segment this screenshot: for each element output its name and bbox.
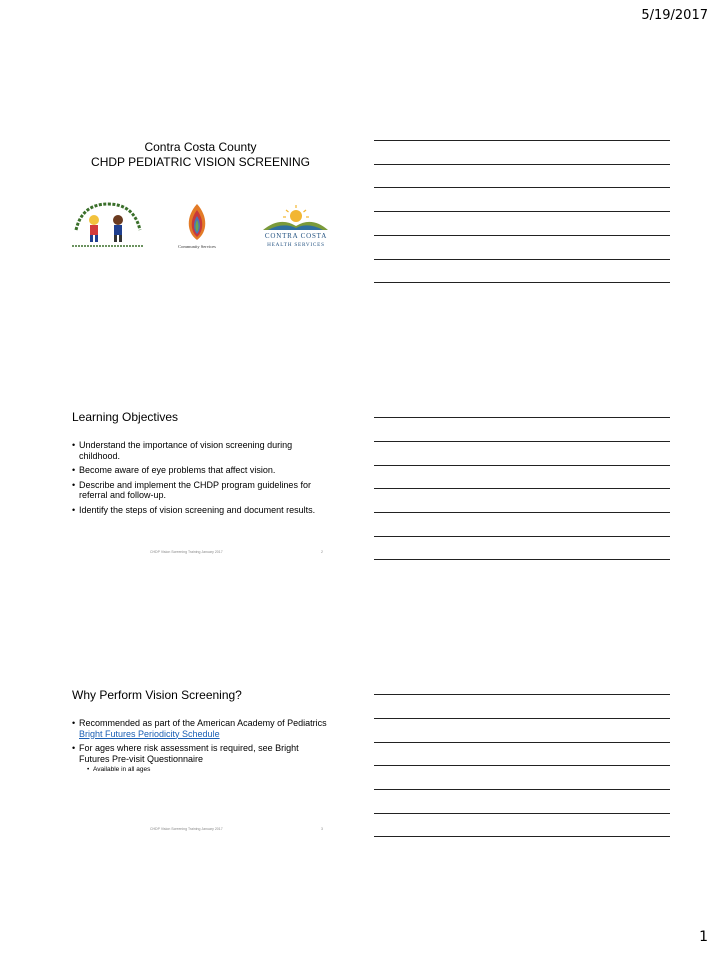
slide-title <box>68 140 333 170</box>
note-line <box>374 187 670 188</box>
note-line <box>374 417 670 418</box>
note-line <box>374 259 670 260</box>
note-line <box>374 211 670 212</box>
sub-bullet-list <box>79 766 327 774</box>
note-line <box>374 836 670 837</box>
note-line <box>374 694 670 695</box>
note-line <box>374 718 670 719</box>
slide-title: Learning Objectives <box>72 410 179 424</box>
note-line <box>374 789 670 790</box>
bullet-item: • Identify the steps of vision screening and document results. <box>72 505 327 516</box>
footer-text: CHDP Vision Screening Training January 2017 <box>150 550 223 554</box>
note-line <box>374 282 670 283</box>
note-line <box>374 164 670 165</box>
cchs-text-line-2: HEALTH SERVICES <box>267 242 325 248</box>
footer-text: CHDP Vision Screening Training January 2017 <box>150 827 223 831</box>
title-line-1: Contra Costa County <box>144 140 257 154</box>
sub-bullet-item: • Available in all ages <box>79 766 327 774</box>
note-line <box>374 235 670 236</box>
slide-3 <box>68 688 333 838</box>
child-health-logo <box>68 200 148 250</box>
bullet-item <box>72 743 327 774</box>
note-line <box>374 765 670 766</box>
contra-costa-health-services-logo <box>258 204 333 250</box>
slide-2 <box>68 410 333 560</box>
bullet-text: Recommended as part of the American Academy of Pediatrics <box>79 718 327 728</box>
note-line <box>374 465 670 466</box>
bullet-text: For ages where risk assessment is required, see Bright Futures Pre-visit Questionnaire <box>79 743 299 764</box>
community-services-logo <box>172 202 222 252</box>
page-number: 1 <box>699 929 708 945</box>
note-line <box>374 813 670 814</box>
logo-row <box>68 200 333 255</box>
note-line <box>374 536 670 537</box>
note-line <box>374 742 670 743</box>
bright-futures-periodicity-link[interactable]: Bright Futures Periodicity Schedule <box>79 728 220 739</box>
slide-title: Why Perform Vision Screening? <box>72 688 242 702</box>
bullet-item: • Become aware of eye problems that affect vision. <box>72 465 327 476</box>
title-line-2: CHDP PEDIATRIC VISION SCREENING <box>91 155 310 169</box>
slide-1 <box>68 140 333 310</box>
bullet-item <box>72 718 327 739</box>
bullet-list <box>72 440 327 519</box>
slide-number: 3 <box>321 827 323 831</box>
note-line <box>374 441 670 442</box>
slide-number: 2 <box>321 550 323 554</box>
community-services-text: Community Services <box>178 244 216 249</box>
bullet-list <box>72 718 327 778</box>
note-line <box>374 140 670 141</box>
cchs-text-line-1: CONTRA COSTA <box>264 232 328 240</box>
note-line <box>374 512 670 513</box>
bullet-item: • Describe and implement the CHDP program guidelines for referral and follow-up. <box>72 480 327 501</box>
bullet-item: • Understand the importance of vision screening during childhood. <box>72 440 327 461</box>
print-date: 5/19/2017 <box>641 8 708 23</box>
note-line <box>374 559 670 560</box>
note-line <box>374 488 670 489</box>
